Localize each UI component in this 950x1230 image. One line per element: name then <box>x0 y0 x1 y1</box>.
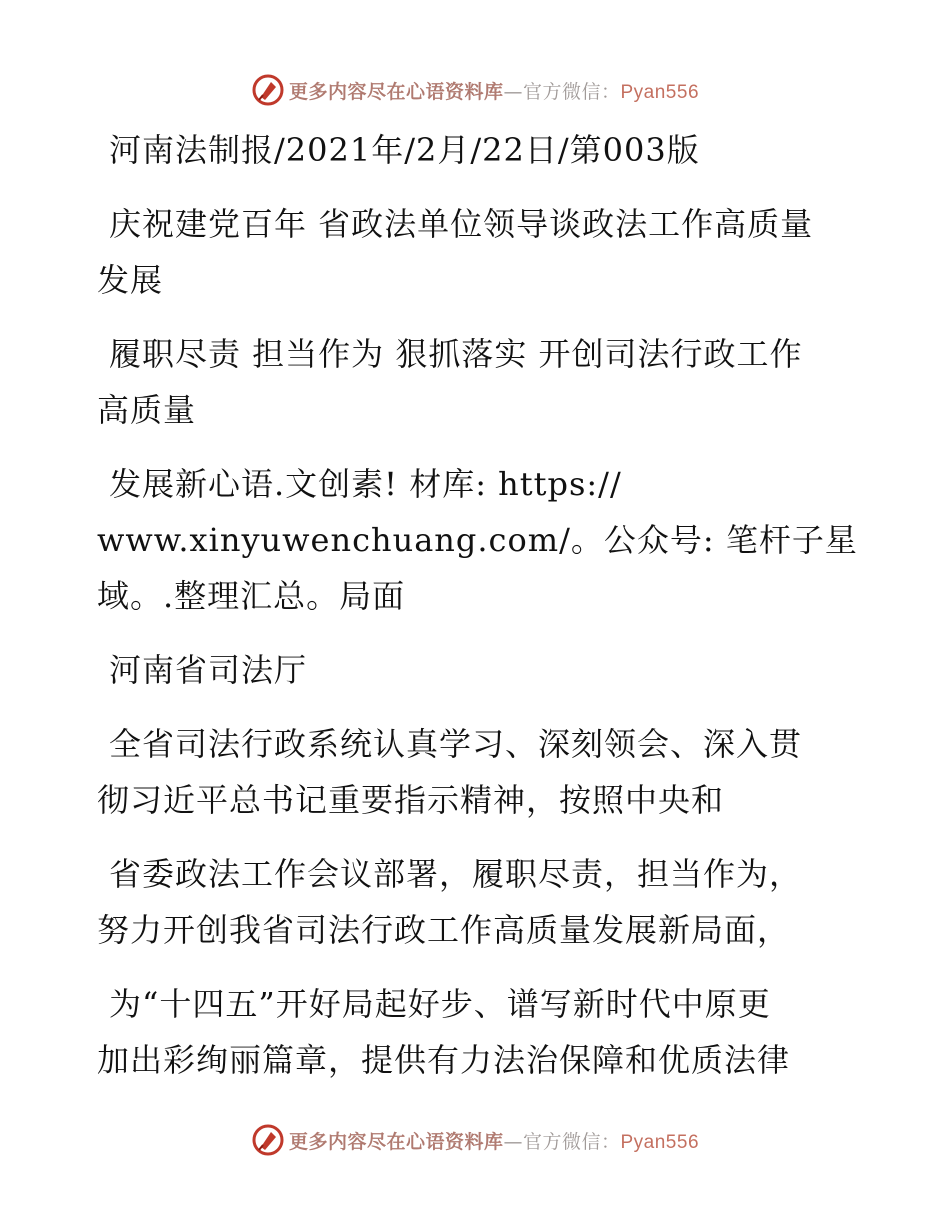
subtitle-line-3: 域。.整理汇总。局面 <box>97 577 406 615</box>
headline-line-1: 庆祝建党百年 省政法单位领导谈政法工作高质量 <box>109 205 814 243</box>
banner-wechat-id: Pyan556 <box>620 81 700 103</box>
body-p3-line-2: 加出彩绚丽篇章，提供有力法治保障和优质法律 <box>97 1041 791 1079</box>
pen-nib-logo-icon <box>251 1123 285 1157</box>
footer-watermark-banner <box>0 1120 950 1160</box>
headline-line-2: 发展 <box>97 261 164 299</box>
body-p3-line-1: 为“十四五”开好局起好步、谱写新时代中原更 <box>109 985 771 1023</box>
body-p2-line-2: 努力开创我省司法行政工作高质量发展新局面， <box>97 911 791 949</box>
banner-wechat-label: 官方微信： <box>522 1130 621 1153</box>
banner-dash: — <box>503 80 523 103</box>
subtitle-line-2: www.xinyuwenchuang.com/。公众号: 笔杆子星 <box>97 521 858 559</box>
title-line-1: 履职尽责 担当作为 狠抓落实 开创司法行政工作 <box>109 335 803 373</box>
banner-main-text: 更多内容尽在心语资料库 <box>288 1130 504 1153</box>
body-p1-line-1: 全省司法行政系统认真学习、深刻领会、深入贯 <box>109 725 803 763</box>
title-line-2: 高质量 <box>97 391 197 429</box>
banner-main-text: 更多内容尽在心语资料库 <box>288 80 504 103</box>
banner-wechat-label: 官方微信： <box>522 80 621 103</box>
header-watermark-banner <box>0 70 950 110</box>
banner-dash: — <box>503 1130 523 1153</box>
body-p1-line-2: 彻习近平总书记重要指示精神，按照中央和 <box>97 781 725 819</box>
publication-line: 河南法制报/2021年/2月/22日/第003版 <box>109 131 700 169</box>
pen-nib-logo-icon <box>251 73 285 107</box>
author-line: 河南省司法厅 <box>109 651 308 689</box>
subtitle-line-1: 发展新心语.文创素! 材库: https:// <box>109 465 622 503</box>
document-body <box>97 122 857 1088</box>
body-p2-line-1: 省委政法工作会议部署，履职尽责，担当作为， <box>109 855 803 893</box>
banner-wechat-id: Pyan556 <box>620 1131 700 1153</box>
